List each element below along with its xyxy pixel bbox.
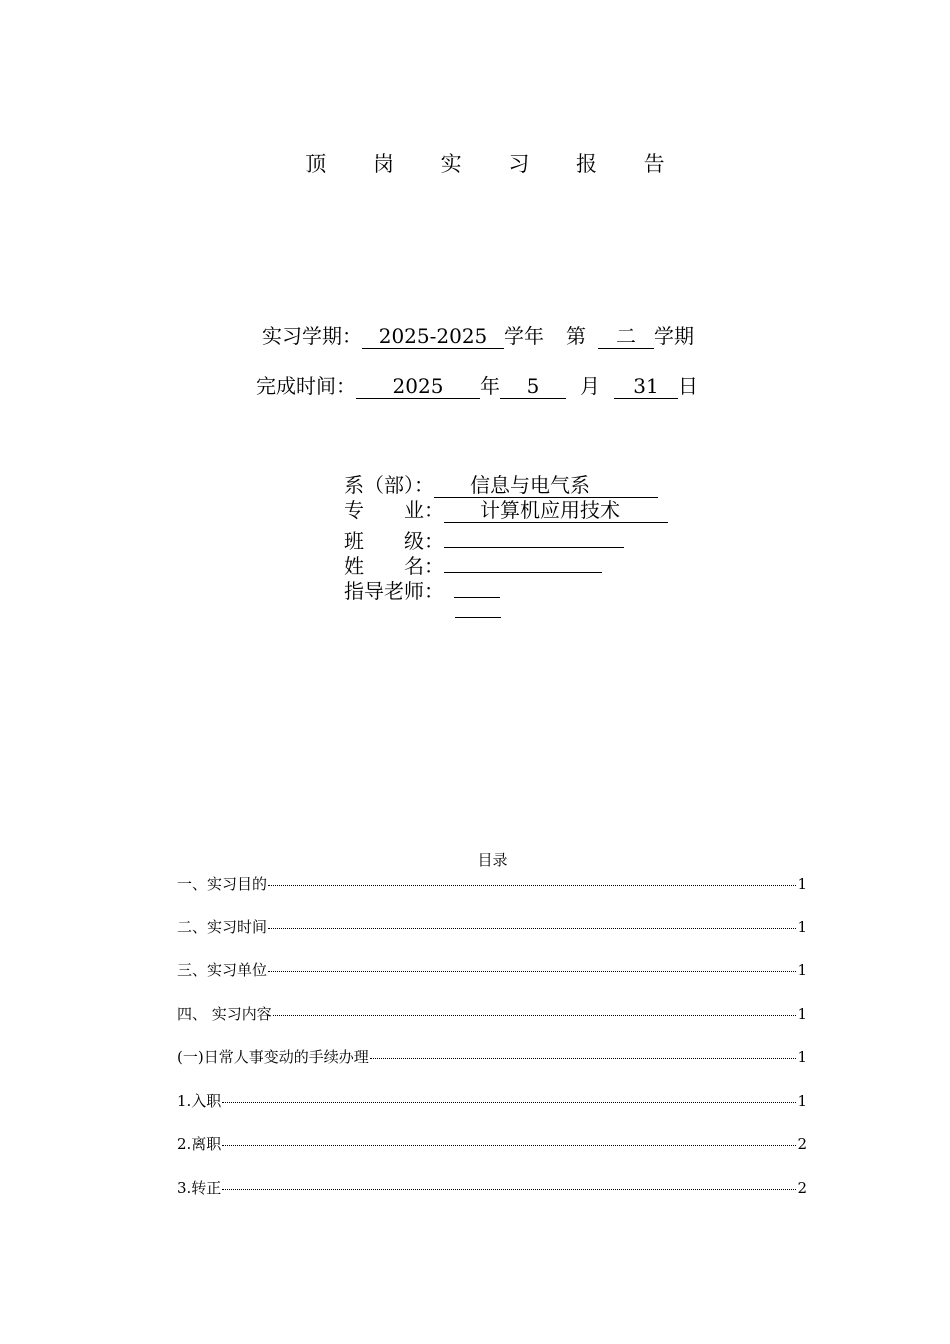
term-order-suffix: 学期 xyxy=(654,324,694,348)
term-order-field: 二 xyxy=(598,324,654,349)
toc-entry[interactable] xyxy=(177,1134,807,1154)
name-label: 姓 名： xyxy=(344,554,444,578)
completion-day-field: 31 xyxy=(614,374,678,399)
completion-line xyxy=(256,372,698,400)
major-row xyxy=(344,498,668,523)
toc-title: 目录 xyxy=(477,851,508,869)
name-field xyxy=(444,548,602,573)
toc-entry-page: 1 xyxy=(797,961,807,979)
major-field: 计算机应用技术 xyxy=(444,498,668,523)
toc-entry-text: 四、 实习内容 xyxy=(177,1005,272,1023)
toc-leader xyxy=(268,885,796,886)
completion-year-unit: 年 xyxy=(480,374,500,398)
major-label: 专 业： xyxy=(344,498,444,522)
term-line xyxy=(262,322,694,350)
toc-leader xyxy=(222,1189,796,1190)
department-label: 系（部）： xyxy=(344,473,434,497)
advisor-field xyxy=(454,573,500,598)
completion-day-unit: 日 xyxy=(678,374,698,398)
toc-leader xyxy=(273,1015,797,1016)
toc-entry-page: 1 xyxy=(797,918,807,936)
toc-leader xyxy=(268,928,796,929)
toc-entry-page: 1 xyxy=(797,875,807,893)
term-label: 实习学期： xyxy=(262,324,362,348)
toc-entry-text: 2.离职 xyxy=(177,1135,222,1153)
toc-entry[interactable] xyxy=(177,1004,807,1024)
toc-entry[interactable] xyxy=(177,917,807,937)
term-years-field: 2025-2025 xyxy=(362,324,504,349)
advisor-row xyxy=(344,573,500,603)
toc-entry[interactable] xyxy=(177,1091,807,1111)
toc-entry-text: 1.入职 xyxy=(177,1092,222,1110)
department-row xyxy=(344,473,658,498)
class-field xyxy=(444,523,624,548)
toc-leader xyxy=(222,1145,796,1146)
completion-month-field: 5 xyxy=(500,374,566,399)
toc-leader xyxy=(268,971,796,972)
advisor-label: 指导老师： xyxy=(344,579,444,603)
term-order-prefix: 第 xyxy=(566,324,586,348)
toc-entry-text: 一、实习目的 xyxy=(177,875,268,893)
term-year-suffix: 学年 xyxy=(504,324,544,348)
toc-entry-page: 1 xyxy=(797,1048,807,1066)
advisor-field-continuation xyxy=(455,617,501,618)
department-field: 信息与电气系 xyxy=(434,473,658,498)
toc-entry[interactable] xyxy=(177,1047,807,1067)
toc-leader xyxy=(370,1058,797,1059)
toc-entry-page: 2 xyxy=(797,1135,807,1153)
completion-month-unit: 月 xyxy=(580,374,600,398)
completion-year-field: 2025 xyxy=(356,374,480,399)
toc-entry-page: 1 xyxy=(797,1092,807,1110)
toc-entry[interactable] xyxy=(177,874,807,894)
toc-entry[interactable] xyxy=(177,1178,807,1198)
toc-entry-text: 3.转正 xyxy=(177,1179,222,1197)
completion-label: 完成时间： xyxy=(256,374,356,398)
class-label: 班 级： xyxy=(344,529,444,553)
toc-entry[interactable] xyxy=(177,960,807,980)
toc-entry-text: 二、实习时间 xyxy=(177,918,268,936)
toc-entry-text: (一)日常人事变动的手续办理 xyxy=(177,1048,369,1066)
toc-entry-text: 三、实习单位 xyxy=(177,961,268,979)
toc-leader xyxy=(222,1102,796,1103)
report-title: 顶 岗 实 习 报 告 xyxy=(305,152,685,176)
toc-entry-page: 2 xyxy=(797,1179,807,1197)
toc-entry-page: 1 xyxy=(797,1005,807,1023)
